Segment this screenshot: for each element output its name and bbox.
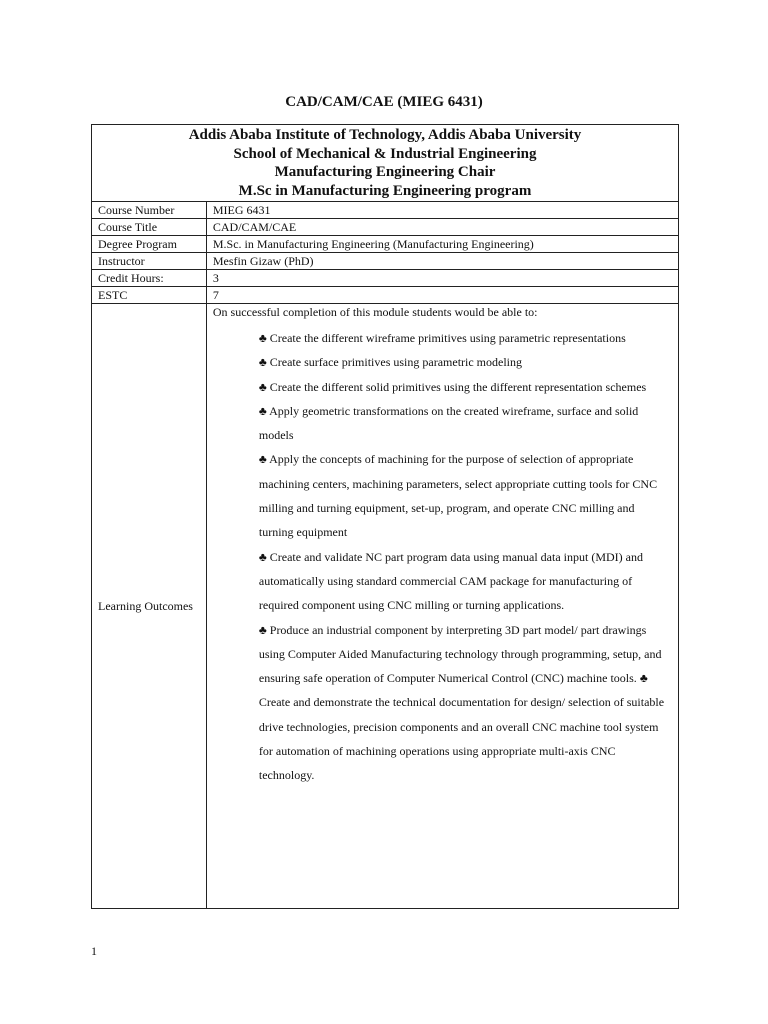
document-title: CAD/CAM/CAE (MIEG 6431) — [285, 94, 483, 110]
list-item: ♣ Apply the concepts of machining for the purpose of selection of appropriate machining centers, machining parameters, select appropriate cutting tools for CNC milling and turning equipment, set-up, program, and operate CNC milling and turning equipment — [258, 452, 658, 540]
row-label-degree-program: Degree Program — [92, 236, 207, 253]
list-item: ♣ Create and validate NC part program data using manual data input (MDI) and automatically using standard commercial CAM package for manufacturing of required component using CNC milling or turning applications. — [258, 549, 643, 613]
school-name: School of Mechanical & Industrial Engineering — [233, 145, 537, 162]
chair-name: Manufacturing Engineering Chair — [274, 164, 496, 180]
row-label-course-number: Course Number — [92, 202, 207, 219]
list-item: ♣ Create the different wireframe primitives using parametric representations — [258, 331, 626, 345]
row-value-estc: 7 — [206, 287, 678, 304]
row-value-course-title: CAD/CAM/CAE — [206, 219, 678, 236]
list-item: ♣ Create the different solid primitives using the different representation schemes — [258, 379, 647, 394]
learning-outcomes-label: Learning Outcomes — [92, 304, 207, 909]
learning-outcomes-intro: On successful completion of this module students would be able to: — [212, 305, 538, 319]
table-row — [92, 219, 679, 236]
table-row — [92, 287, 679, 304]
row-label-estc: ESTC — [92, 287, 207, 304]
table-header-row — [92, 125, 679, 202]
list-item: ♣ Create surface primitives using parametric modeling — [258, 355, 523, 370]
row-label-credit-hours: Credit Hours: — [92, 270, 207, 287]
institution-header — [92, 125, 679, 202]
row-label-instructor: Instructor — [92, 253, 207, 270]
table-row — [92, 253, 679, 270]
row-value-course-number: MIEG 6431 — [206, 202, 678, 219]
learning-outcomes-content — [206, 304, 678, 909]
row-label-course-title: Course Title — [92, 219, 207, 236]
table-row — [92, 202, 679, 219]
institution-name: Addis Ababa Institute of Technology, Addis Ababa University — [188, 127, 582, 143]
list-item: ♣ Apply geometric transformations on the created wireframe, surface and solid models — [258, 403, 639, 443]
program-name: M.Sc in Manufacturing Engineering program — [238, 182, 532, 199]
row-value-credit-hours: 3 — [206, 270, 678, 287]
row-value-degree-program: M.Sc. in Manufacturing Engineering (Manufacturing Engineering) — [206, 236, 678, 253]
table-row — [92, 236, 679, 253]
list-item: ♣ Produce an industrial component by interpreting 3D part model/ part drawings using Computer Aided Manufacturing technology through programming, setup, and ensuring safe operation of Computer Numerical Control (CNC) machine tools. — [258, 622, 662, 686]
page-number: 1 — [91, 944, 97, 958]
learning-outcomes-list — [259, 326, 672, 788]
course-info-table — [91, 124, 679, 909]
learning-outcomes-row — [92, 304, 679, 909]
row-value-instructor: Mesfin Gizaw (PhD) — [206, 253, 678, 270]
table-row — [92, 270, 679, 287]
list-item: ♣ Create and demonstrate the technical documentation for design/ selection of suitable drive technologies, precision components and an overall CNC machine tool system for automation of machining operations using appropriate multi-axis CNC technology. — [258, 671, 665, 783]
